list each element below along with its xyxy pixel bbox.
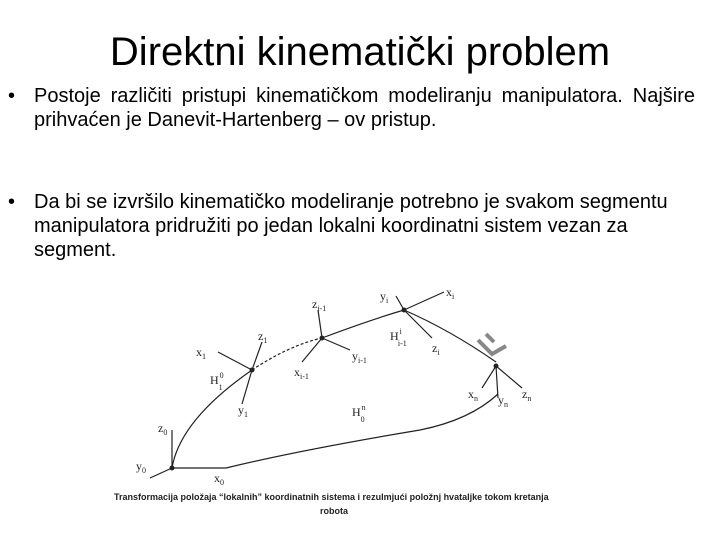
axis-y0: [150, 468, 172, 478]
label-H01: $H^0$ 1: [210, 371, 224, 392]
joint-i: [402, 308, 407, 313]
label-xi1: $x_{i-1}$: [294, 365, 309, 381]
bullet-marker: •: [8, 85, 16, 107]
label-zi1: $z_{i-1}$: [312, 297, 327, 313]
axis-xi: [404, 292, 444, 310]
axis-zn: [496, 366, 522, 388]
axis-xi1: [302, 338, 322, 362]
joint-0: [170, 466, 175, 471]
joint-n: [494, 364, 499, 369]
label-y1: $y_1$: [238, 403, 248, 419]
label-H0n: $H^n$ 0: [352, 403, 366, 424]
label-z1: $z_1$: [258, 329, 268, 345]
axis-x1: [218, 352, 252, 370]
gripper-icon: [478, 334, 506, 354]
label-x1: $x_1$: [196, 345, 206, 361]
label-xi: $x_i$: [446, 285, 455, 301]
label-yn: $y_n$: [498, 393, 508, 409]
bullet-text: Da bi se izvršilo kinematičko modeliranje potrebno je svakom segmentu manipulatora pridružiti po jedan lokalni koordinatni sistem vezan za segment.: [34, 191, 668, 261]
axis-zi: [404, 310, 432, 338]
label-Hi: $H^i$ i-1: [390, 327, 407, 348]
axis-y1: [242, 370, 252, 404]
label-yi1: $y_{i-1}$: [352, 349, 367, 365]
label-z0: $z_0$: [158, 421, 168, 437]
label-xn: $x_n$: [468, 387, 478, 403]
figure-caption-line2: robota: [320, 506, 348, 516]
label-y0: $y_0$: [136, 459, 146, 475]
figure-caption-line1: Transformacija položaja “lokalnih” koordinatnih sistema i rezulmjući položnj hvataljke tokom kretanja: [114, 492, 549, 502]
label-yi: $y_i$: [380, 289, 389, 305]
axis-xn: [482, 366, 496, 388]
link-curve-i-n: [404, 310, 496, 362]
axis-z1: [252, 342, 262, 370]
joint-i-1: [320, 336, 325, 341]
axis-zi1: [318, 310, 322, 338]
bullet-marker: •: [8, 191, 16, 213]
bullet-text: Postoje različiti pristupi kinematičkom modeliranju manipulatora. Najšire prihvaćen je Danevit-Hartenberg – ov pristup.: [34, 85, 695, 131]
slide-title: Direktni kinematički problem: [109, 30, 611, 74]
label-x0: $x_0$: [214, 471, 224, 487]
label-zi: $z_i$: [432, 341, 440, 357]
axis-yi1: [322, 338, 350, 350]
joint-1: [250, 368, 255, 373]
kinematics-diagram: [0, 270, 720, 540]
label-zn: $z_n$: [522, 387, 532, 403]
